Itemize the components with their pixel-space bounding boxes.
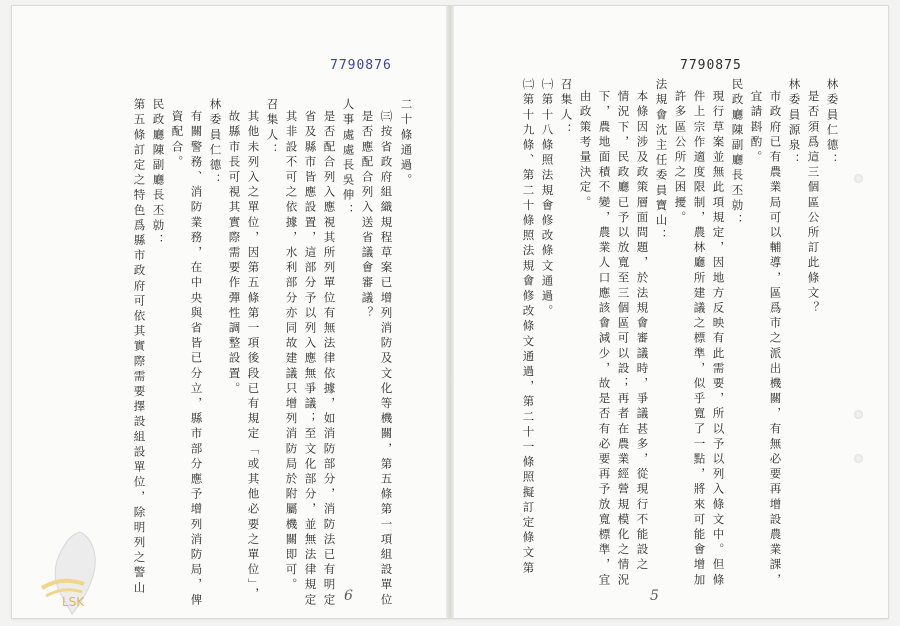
text-column: 資配合。 [170,110,185,171]
text-column: 召集人： [559,78,574,139]
binding-hole [854,454,863,463]
text-column: 林委員仁德： [208,98,223,189]
text-column: 其非設不可之依據，水利部分亦同故建議只增列消防局於附屬機關即可。 [284,110,299,594]
text-column: 是否應配合列入送省議會審議？ [360,110,375,322]
text-column: 件上宗作適度限制，農林廳所建議之標準，似乎寬了一點，將來可能會增加 [692,90,707,589]
text-column: 林委員仁德： [825,78,840,169]
text-column: 許多區公所之困擾。 [673,90,688,226]
text-column: 召集人： [265,98,280,159]
text-column: ㈠第十八條照法規會修改條文通過。 [540,78,555,320]
document-spread [12,6,888,618]
text-column: 其他未列入之單位，因第五條第一項後段已有規定「或其他必要之單位」， [246,110,261,603]
right-page-number: 5 [650,588,659,604]
text-column: 下，農地面積不變，農業人口應該會減少，故是否有必要再予放寬標準，宜 [597,90,612,589]
left-page-number: 6 [344,588,353,604]
text-column: 有關警務、消防業務，在中央與省皆已分立，縣市部分應予增列消防局，俾 [189,110,204,609]
binding-hole [854,174,863,183]
text-column: 人事處處長吳伸： [341,98,356,219]
text-column: 是否須爲這三個區公所訂此條文？ [806,90,821,317]
text-column: 省及縣市皆應設置，這部分予以列入應無爭議；至文化部分，並無法律規定 [303,110,318,609]
text-column: 本條因涉及政策層面問題，於法規會審議時，爭議甚多，從現行不能設之 [635,90,650,574]
text-column: 宜請斟酌。 [749,90,764,166]
text-column: 由政策考量決定。 [578,90,593,211]
binding-hole [854,410,863,419]
left-page-serial: 7790876 [330,58,392,73]
text-column: 市政府已有農業局可以輔導，區爲市之派出機關，有無必要再增設農業課， [768,90,783,589]
text-column: 民政廳陳副廳長丕勍： [730,78,745,229]
text-column: 情況下，民政廳已予以放寬至三個區可以設；再者在農業經營規模化之情況 [616,90,631,589]
text-column: 二十條通過。 [399,98,414,189]
right-page [450,6,888,618]
text-column: ㈢按省政府組織規程草案已增列消防及文化等機關，第五條第一項組設單位 [379,110,394,609]
taiwan-library-logo-icon [32,528,112,618]
text-column: 是否配合列入應視其所列單位有無法律依據，如消防部分，消防法已有明定 [322,110,337,609]
text-column: 法規會沈主任委員寶山： [654,78,669,245]
right-page-serial: 7790875 [680,58,742,73]
svg-text:LSK: LSK [62,595,85,609]
text-column: 民政廳陳副廳長丕勍： [151,98,166,249]
text-column: ㈡第十九條、第二十條照法規會修改條文通過，第二十一條照擬訂定條文第 [521,78,536,577]
text-column: 現行草案並無此項規定，因地方反映有此需要，所以予以列入條文中。但條 [711,90,726,589]
left-page [12,6,450,618]
text-column: 第五條訂定之特色爲縣市政府可依其實際需要擇設組設單位，除明列之警山 [132,98,147,597]
text-column: 故縣市長可視其實際需要作彈性調整設置。 [227,110,242,397]
text-column: 林委員源泉： [787,78,802,169]
